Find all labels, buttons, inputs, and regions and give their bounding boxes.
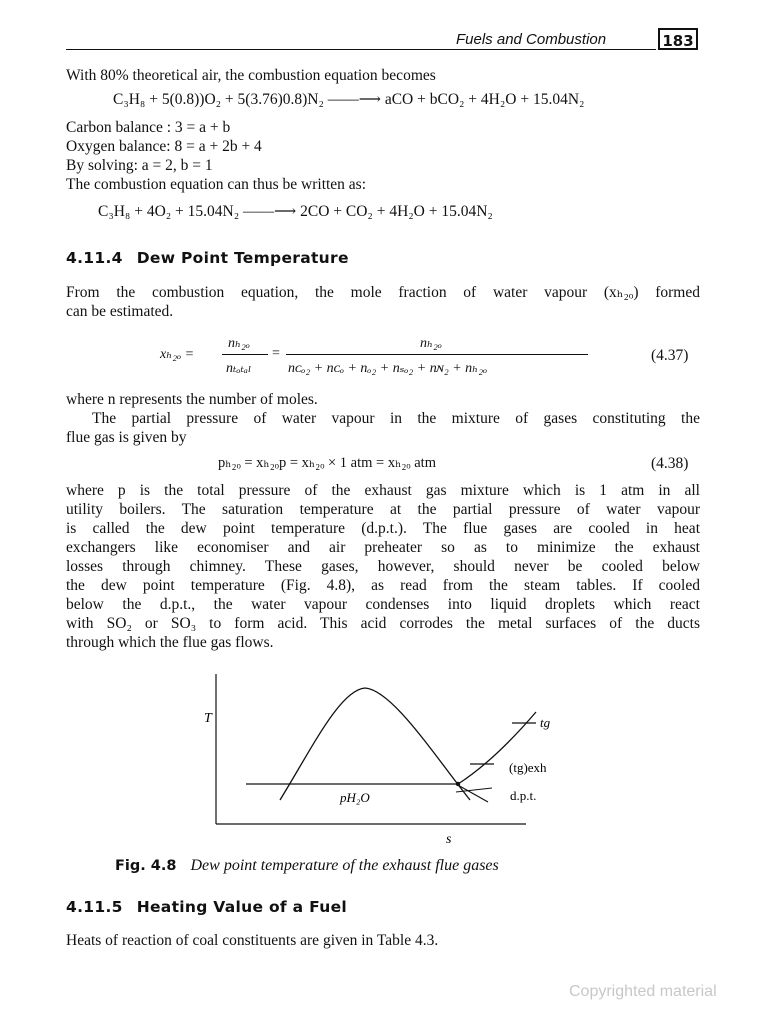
carbon-balance: Carbon balance : 3 = a + b xyxy=(66,119,231,136)
eq-4-37-frac1-denominator: nₜₒₜₐₗ xyxy=(226,361,252,376)
paragraph-line: losses through chimney. These gases, however, should never be cooled below xyxy=(66,558,700,575)
eq-4-37-frac2-denominator: nᴄₒ₂ + nᴄₒ + nₒ₂ + nₛₒ₂ + nɴ₂ + nₕ₂ₒ xyxy=(288,361,488,376)
paragraph-line: utility boilers. The saturation temperature at the partial pressure of water vapour xyxy=(66,501,700,518)
equation-number: (4.37) xyxy=(651,347,689,364)
paragraph-line: through which the flue gas flows. xyxy=(66,634,274,651)
copyright-watermark: Copyrighted material xyxy=(569,983,717,1000)
paragraph-line: below the d.p.t., the water vapour condenses into liquid droplets which react xyxy=(66,596,700,613)
paragraph-line: where n represents the number of moles. xyxy=(66,391,318,408)
header-rule xyxy=(66,49,656,50)
paragraph-line: the dew point temperature (Fig. 4.8), as read from the steam tables. If cooled xyxy=(66,577,700,594)
running-header-title: Fuels and Combustion xyxy=(456,31,607,48)
label-tg-exh: (tg)exh xyxy=(509,760,547,775)
figure-caption xyxy=(115,857,499,875)
fraction-bar xyxy=(222,354,268,355)
figure-caption-label: Fig. 4.8 xyxy=(115,858,177,874)
paragraph-line: with SO₂ or SO₃ to form acid. This acid corrodes the metal surfaces of the ducts xyxy=(66,615,700,632)
eq-4-37-frac1-numerator: nₕ₂ₒ xyxy=(228,336,250,351)
paragraph-line: can be estimated. xyxy=(66,303,174,320)
saturation-dome xyxy=(280,688,470,800)
paragraph-line: Heats of reaction of coal constituents are given in Table 4.3. xyxy=(66,932,439,949)
equation-number: (4.38) xyxy=(651,455,689,472)
label-dpt: d.p.t. xyxy=(510,788,537,803)
axis-label-x: s xyxy=(446,832,452,847)
section-title: Heating Value of a Fuel xyxy=(136,898,347,916)
equals-sign: = xyxy=(272,346,280,361)
thus-written-line: The combustion equation can thus be written as: xyxy=(66,176,367,193)
section-heading-4-11-5 xyxy=(66,898,347,916)
section-heading-4-11-4 xyxy=(66,249,349,267)
figure-caption-text: Dew point temperature of the exhaust flue gases xyxy=(190,857,499,874)
cooling-line xyxy=(456,784,488,802)
paragraph-line: The partial pressure of water vapour in the mixture of gases constituting the xyxy=(92,410,700,427)
combustion-equation-final: C₃H₈ + 4O₂ + 15.04N₂ ——⟶ 2CO + CO₂ + 4H₂O + 15.04N₂ xyxy=(98,203,493,220)
eq-4-37-frac2-numerator: nₕ₂ₒ xyxy=(420,336,442,351)
paragraph-line: where p is the total pressure of the exhaust gas mixture which is 1 atm in all xyxy=(66,482,700,499)
paragraph-line: flue gas is given by xyxy=(66,429,187,446)
paragraph-line: is called the dew point temperature (d.p.t.). The flue gases are cooled in heat xyxy=(66,520,700,537)
intro-line: With 80% theoretical air, the combustion equation becomes xyxy=(66,67,436,84)
constant-pressure-line xyxy=(246,712,536,784)
section-title: Dew Point Temperature xyxy=(136,249,349,267)
paragraph-line: exchangers like economiser and air preheater so as to minimize the exhaust xyxy=(66,539,700,556)
axis-label-y: T xyxy=(204,711,212,726)
section-number: 4.11.5 xyxy=(66,898,123,916)
combustion-equation-80-air: C₃H₈ + 5(0.8))O₂ + 5(3.76)0.8)N₂ ——⟶ aCO + bCO₂ + 4H₂O + 15.04N₂ xyxy=(113,91,585,108)
dew-point-marker xyxy=(456,782,460,786)
eq-4-38: pₕ₂ₒ = xₕ₂ₒp = xₕ₂ₒ × 1 atm = xₕ₂ₒ atm xyxy=(218,455,436,471)
oxygen-balance: Oxygen balance: 8 = a + 2b + 4 xyxy=(66,138,262,155)
figure-dew-point-ts-diagram xyxy=(0,660,768,850)
eq-4-37-lhs: xₕ₂ₒ = xyxy=(160,347,195,362)
label-tg: tg xyxy=(540,715,551,730)
paragraph-line: From the combustion equation, the mole fraction of water vapour (xₕ₂ₒ) formed xyxy=(66,284,700,301)
fraction-bar xyxy=(286,354,588,355)
solution-line: By solving: a = 2, b = 1 xyxy=(66,157,213,174)
label-pressure: pH₂O xyxy=(340,790,370,805)
section-number: 4.11.4 xyxy=(66,249,123,267)
page-number: 183 xyxy=(658,28,698,50)
